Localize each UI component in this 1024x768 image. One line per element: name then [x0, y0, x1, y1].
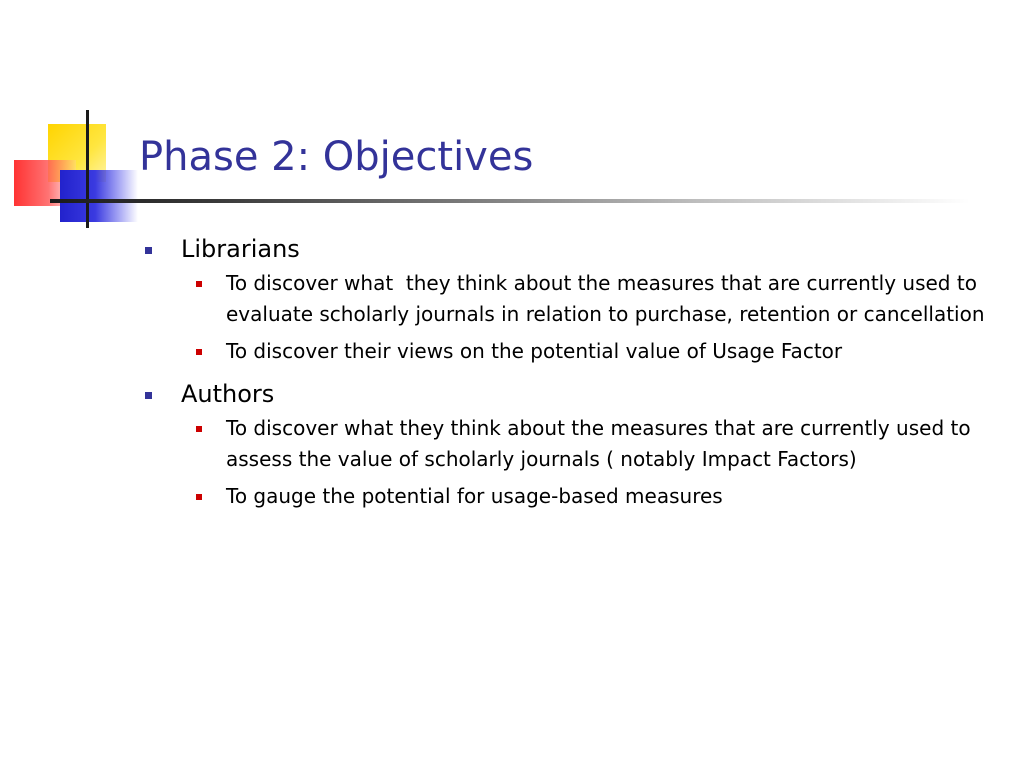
blue-square: [60, 170, 138, 222]
square-bullet-icon: [196, 281, 202, 287]
title-underline-rule: [50, 199, 970, 203]
list-item: [181, 481, 990, 512]
list-item: [181, 413, 990, 475]
list-item-librarians: [140, 232, 990, 367]
list-item-text: To discover their views on the potential value of Usage Factor: [226, 339, 843, 363]
sub-bullet-list: [181, 268, 990, 367]
square-bullet-icon: [145, 247, 152, 254]
decorative-squares-logo: [0, 0, 160, 240]
list-item: [181, 336, 990, 367]
list-item-text: To discover what they think about the measures that are currently used to evaluate scholarly journals in relation to purchase, retention or cancellation: [226, 271, 985, 326]
sub-bullet-list: [181, 413, 990, 512]
square-bullet-icon: [196, 494, 202, 500]
slide-title: Phase 2: Objectives: [139, 134, 534, 180]
list-item-text: To discover what they think about the measures that are currently used to assess the value of scholarly journals ( notably Impact Factors): [226, 416, 971, 471]
list-item-authors: [140, 377, 990, 512]
square-bullet-icon: [196, 349, 202, 355]
bullet-list: [140, 232, 990, 522]
square-bullet-icon: [196, 426, 202, 432]
square-bullet-icon: [145, 392, 152, 399]
section-heading: Authors: [181, 380, 275, 408]
section-heading: Librarians: [181, 235, 300, 263]
list-item-text: To gauge the potential for usage-based measures: [226, 484, 723, 508]
list-item: [181, 268, 990, 330]
vertical-rule: [86, 110, 89, 228]
